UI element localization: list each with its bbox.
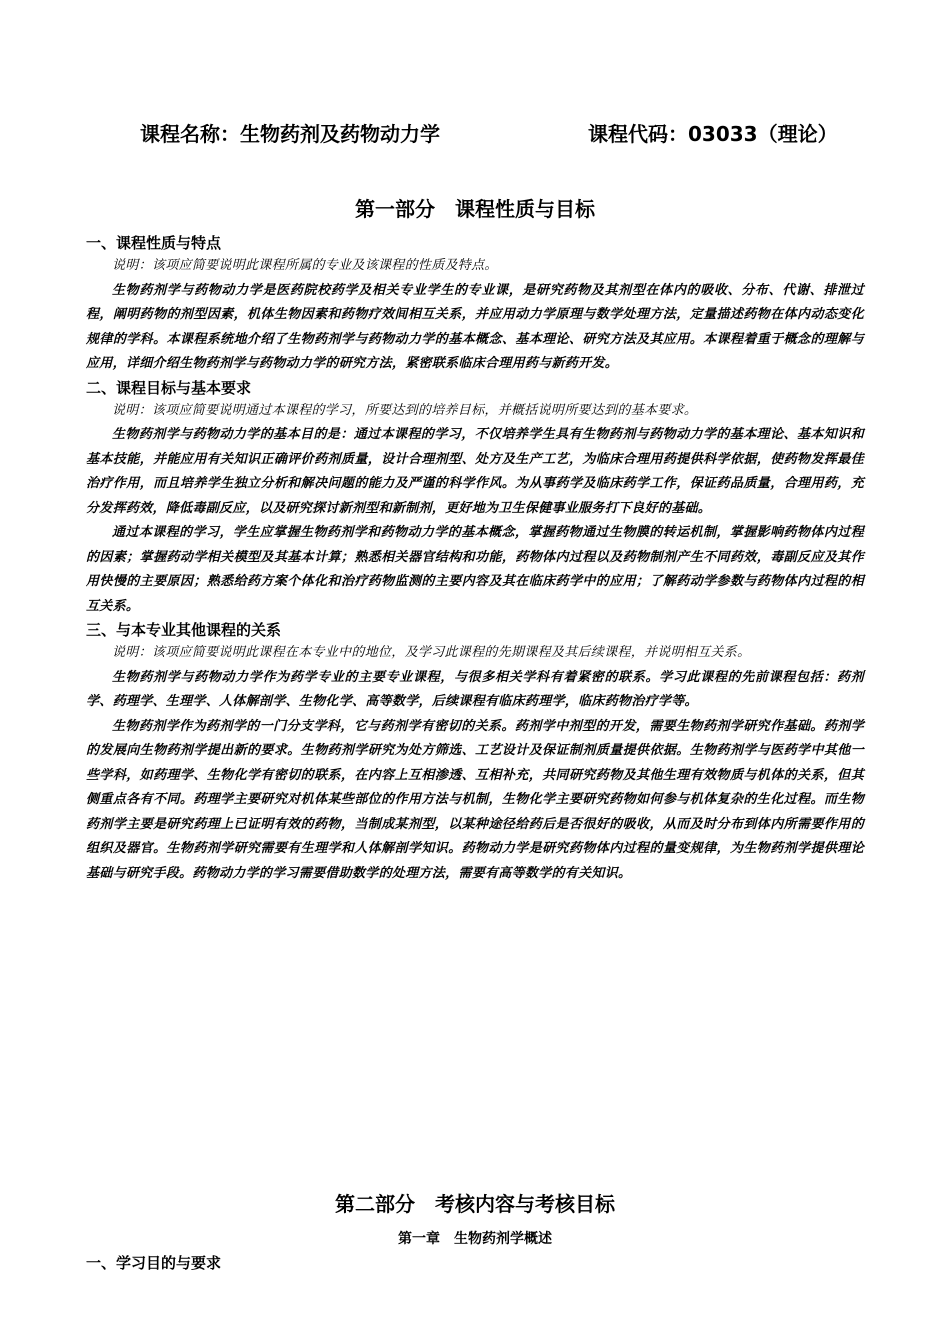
section-paragraph: 生物药剂学与药物动力学是医药院校药学及相关专业学生的专业课，是研究药物及其剂型在体内的吸收、分布、代谢、排泄过程，阐明药物的剂型因素，机体生物因素和药物疗效间相互关系，并应用动力学原理与数学处理方法，定量描述药物在体内动态变化规律的学科。本课程系统地介绍了生物药剂学与药物动力学的基本概念、基本理论、研究方法及其应用。本课程着重于概念的理解与应用，详细介绍生物药剂学与药物动力学的研究方法，紧密联系临床合理用药与新药开发。: [86, 282, 864, 371]
course-name: 课程名称：生物药剂及药物动力学: [140, 122, 440, 146]
section-heading-objectives: 二、课程目标与基本要求: [86, 378, 252, 397]
part2-title: 第二部分 考核内容与考核目标: [335, 1192, 615, 1216]
section-heading-learning-goals: 一、学习目的与要求: [86, 1254, 222, 1272]
section-note-nature: 说明：该项应简要说明此课程所属的专业及该课程的性质及特点。: [112, 258, 498, 273]
section-note-relations: 说明：该项应简要说明此课程在本专业中的地位，及学习此课程的先期课程及其后续课程，并说明相互关系。: [112, 645, 751, 660]
section-heading-relations: 三、与本专业其他课程的关系: [86, 621, 282, 639]
section-paragraph: 通过本课程的学习，学生应掌握生物药剂学和药物动力学的基本概念，掌握药物通过生物膜的转运机制，掌握影响药物体内过程的因素；掌握药动学相关模型及其基本计算；熟悉相关器官结构和功能，药物体内过程以及药物制剂产生不同药效，毒副反应及其作用快慢的主要原因；熟悉给药方案个体化和治疗药物监测的主要内容及其在临床药学中的应用；了解药动学参数与药物体内过程的相互关系。: [86, 525, 864, 614]
section-paragraph: 生物药剂学作为药剂学的一门分支学科，它与药剂学有密切的关系。药剂学中剂型的开发，需要生物药剂学研究作基础。药剂学的发展向生物药剂学提出新的要求。生物药剂学研究为处方筛选、工艺设计及保证制剂质量提供依据。生物药剂学与医药学中其他一些学科，如药理学、生物化学有密切的联系，在内容上互相渗透、互相补充，共同研究药物及其他生理有效物质与机体的关系，但其侧重点各有不同。药理学主要研究对机体某些部位的作用方法与机制，生物化学主要研究药物如何参与机体复杂的生化过程。而生物药剂学主要是研究药理上已证明有效的药物，当制成某剂型，以某种途径给药后是否很好的吸收，从而及时分布到体内所需要作用的组织及器官。生物药剂学研究需要有生理学和人体解剖学知识。药物动力学是研究药物体内过程的量变规律，为生物药剂学提供理论基础与研究手段。药物动力学的学习需要借助数学的处理方法，需要有高等数学的有关知识。: [86, 718, 864, 881]
part1-title: 第一部分 课程性质与目标: [355, 197, 595, 221]
part1-content: [86, 232, 864, 886]
chapter-title: 第一章 生物药剂学概述: [398, 1231, 552, 1247]
section-paragraph: 生物药剂学与药物动力学作为药学专业的主要专业课程，与很多相关学科有着紧密的联系。学习此课程的先前课程包括：药剂学、药理学、生理学、人体解剖学、生物化学、高等数学，后续课程有临床药理学，临床药物治疗学等。: [86, 669, 864, 709]
section-heading-nature: 一、课程性质与特点: [86, 234, 222, 252]
course-code: 课程代码：03033（理论）: [588, 122, 838, 146]
section-note-objectives: 说明：该项应简要说明通过本课程的学习，所要达到的培养目标，并概括说明所要达到的基本要求。: [112, 402, 698, 418]
section-paragraph: 生物药剂学与药物动力学的基本目的是：通过本课程的学习，不仅培养学生具有生物药剂与药物动力学的基本理论、基本知识和基本技能，并能应用有关知识正确评价药剂质量，设计合理剂型、处方及生产工艺，为临床合理用药提供科学依据，使药物发挥最佳治疗作用，而且培养学生独立分析和解决问题的能力及严谨的科学作风。为从事药学及临床药学工作，保证药品质量，合理用药，充分发挥药效，降低毒副反应，以及研究探讨新剂型和新制剂，更好地为卫生保健事业服务打下良好的基础。: [86, 427, 864, 516]
course-header: [140, 118, 860, 148]
